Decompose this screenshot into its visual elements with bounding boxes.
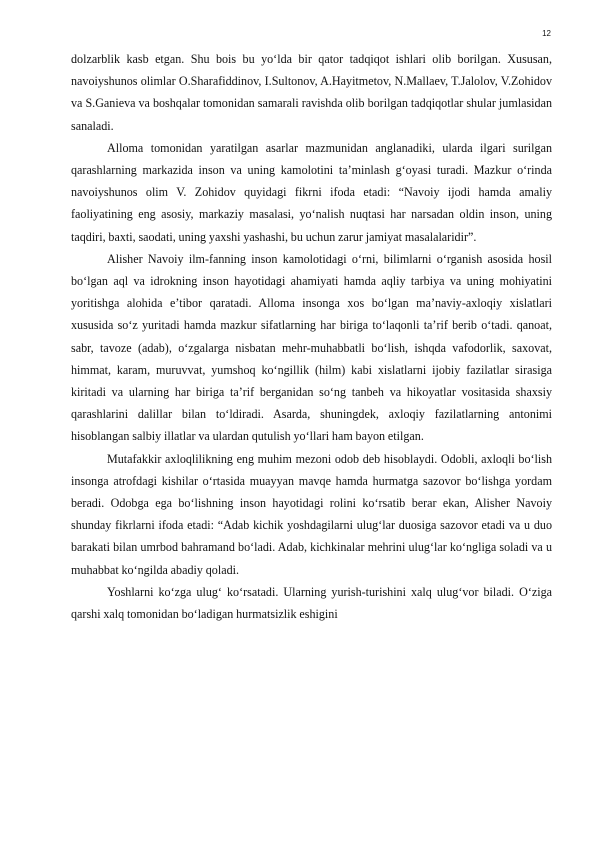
page-number: 12 (542, 29, 551, 38)
paragraph: dolzarblik kasb etgan. Shu bois bu yo‘lda bir qator tadqiqot ishlari olib borilgan. Xususan, navoiyshunos olimlar O.Sharafiddinov, I.Sultonov, A.Hayitmetov, N.Mallaev, T.Jalolov, V.Zohidov va S.Ganieva va boshqalar tomonidan samarali ravishda olib borilgan tadqiqotlar shular jumlasidan sanaladi. (71, 52, 552, 133)
paragraph: Mutafakkir axloqlilikning eng muhim mezoni odob deb hisoblaydi. Odobli, axloqli bo‘lish insonga atrofdagi kishilar o‘rtasida muayyan mavqe hamda hurmatga sazovor bo‘lishga yordam beradi. Odobga ega bo‘lishning inson hayotidagi rolini ko‘rsatib berar ekan, Alisher Navoiy shunday fikrlarni ifoda etadi: “Adab kichik yoshdagilarni ulug‘lar duosiga sazovor etadi va u duo barakati bilan umrbod bahramand bo‘ladi. Adab, kichkinalar mehrini ulug‘lar ko‘ngliga soladi va u muhabbat ko‘ngilda abadiy qoladi. (71, 451, 552, 577)
paragraph: Alisher Navoiy ilm-fanning inson kamolotidagi o‘rni, bilimlarni o‘rganish asosida hosil bo‘lgan aql va idrokning inson hayotidagi ahamiyati hamda aqliy tarbiya va uning mohiyatini yoritishga alohida e’tibor qaratadi. Alloma insonga xos bo‘lgan ma’naviy-axloqiy xislatlari xususida so‘z yuritadi hamda mazkur sifatlarning har biriga to‘laqonli ta’rif berib o‘tadi. qanoat, sabr, tavoze (adab), o‘zgalarga nisbatan mehr-muhabbatli bo‘lish, ishqda vafodorlik, saxovat, himmat, karam, muruvvat, yumshoq ko‘ngillik (hilm) kabi xislatlarni ijobiy fazilatlar sirasiga kiritadi va ularning har biriga ta’rif berganidan so‘ng tanbeh va hikoyatlar vositasida shaxsiy qarashlarini dalillar bilan to‘ldiradi. Asarda, shuningdek, axloqiy fazilatlarning antonimi hisoblangan salbiy illatlar va ulardan qutulish yo‘llari ham bayon etilgan. (71, 251, 552, 444)
paragraph: Yoshlarni ko‘zga ulug‘ ko‘rsatadi. Ularning yurish-turishini xalq ulug‘vor biladi. O‘ziga qarshi xalq tomonidan bo‘ladigan hurmatsizlik eshigini (71, 584, 552, 622)
paragraph: Alloma tomonidan yaratilgan asarlar mazmunidan anglanadiki, ularda ilgari surilgan qarashlarning markazida inson va uning kamolotini ta’minlash g‘oyasi turadi. Mazkur o‘rinda navoiyshunos olim V. Zohidov quyidagi fikrni ifoda etadi: “Navoiy ijodi hamda amaliy faoliyatining eng asosiy, markaziy masalasi, yo‘nalish nuqtasi har narsadan oldin inson, uning taqdiri, baxti, saodati, uning yaxshi yashashi, bu uchun zarur jamiyat masalalaridir”. (71, 140, 552, 244)
document-body (71, 48, 552, 625)
